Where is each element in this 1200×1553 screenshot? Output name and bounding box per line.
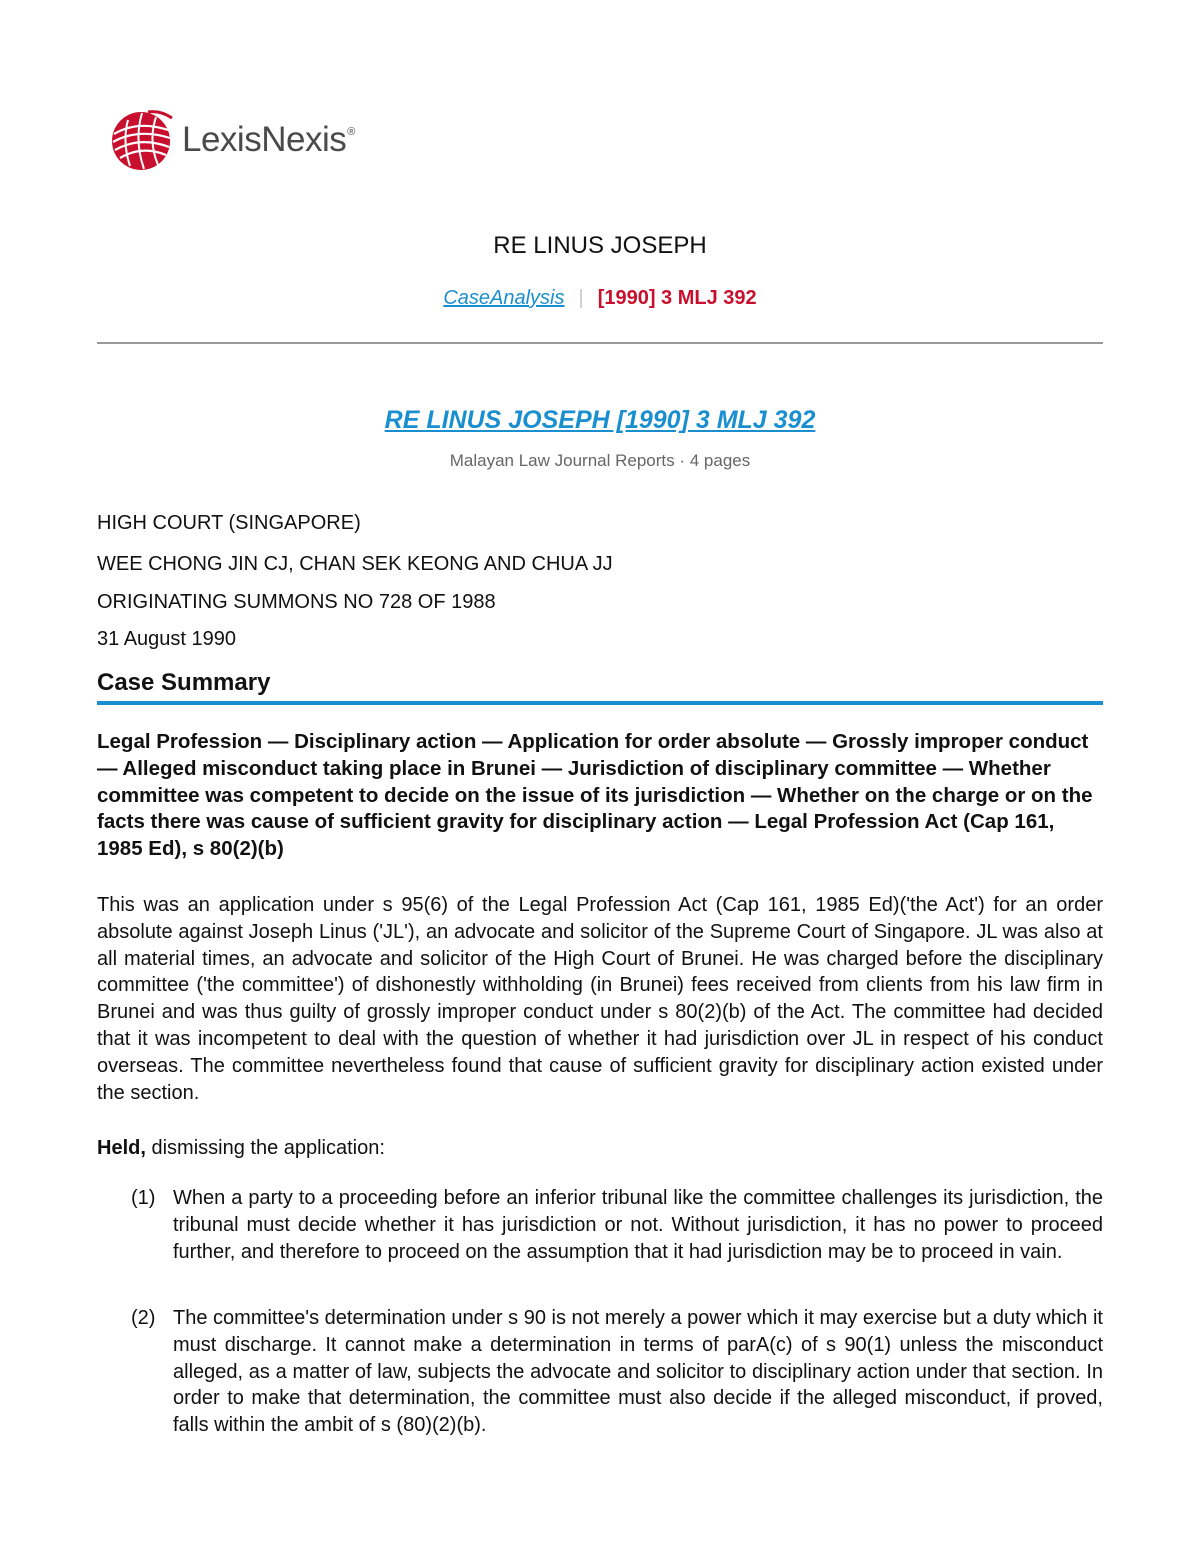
document-title: RE LINUS JOSEPH <box>493 232 707 259</box>
header-divider <box>97 342 1103 344</box>
section-title: Case Summary <box>97 669 271 696</box>
holding-number: (1) <box>131 1187 156 1209</box>
citation-line <box>0 287 1200 310</box>
citation-separator: | <box>578 287 584 309</box>
holding-number: (2) <box>131 1307 156 1329</box>
holding-text: When a party to a proceeding before an inferior tribunal like the committee challenges its jurisdiction, the tribunal must decide whether it has jurisdiction or not. Without jurisdiction, it has no power to proceed further, and therefore to proceed on the assumption that it had jurisdiction may be to proceed in vain. <box>173 1187 1103 1263</box>
judgment-date: 31 August 1990 <box>97 628 237 650</box>
case-analysis-link[interactable]: CaseAnalysis <box>443 287 565 309</box>
proceedings-number: ORIGINATING SUMMONS NO 728 OF 1988 <box>97 591 496 613</box>
catchwords: Legal Profession — Disciplinary action — Application for order absolute — Grossly improper conduct — Alleged misconduct taking place in Brunei — Jurisdiction of disciplinary committee — Whether committee was competent to decide on the issue of its jurisdiction — Whether on the charge or on the facts there was cause of sufficient gravity for disciplinary action — Legal Profession Act (Cap 161, 1985 Ed), s 80(2)(b) <box>97 730 1093 861</box>
brand-wordmark: LexisNexis® <box>182 120 355 159</box>
holding-item <box>97 1305 1103 1439</box>
holding-item <box>97 1185 1103 1265</box>
held-text: dismissing the application: <box>151 1137 385 1159</box>
judges: WEE CHONG JIN CJ, CHAN SEK KEONG AND CHUA JJ <box>97 553 613 575</box>
case-heading-link[interactable]: RE LINUS JOSEPH [1990] 3 MLJ 392 <box>384 406 816 434</box>
facts-paragraph: This was an application under s 95(6) of the Legal Profession Act (Cap 161, 1985 Ed)('the Act') for an order absolute against Joseph Linus ('JL'), an advocate and solicitor of the Supreme Court of Singapore. JL was also at all material times, an advocate and solicitor of the High Court of Brunei. He was charged before the disciplinary committee ('the committee') of dishonestly withholding (in Brunei) fees received from clients from his law firm in Brunei and was thus guilty of grossly improper conduct under s 80(2)(b) of the Act. The committee had decided that it was incompetent to deal with the question of whether it had jurisdiction over JL in respect of his conduct overseas. The committee nevertheless found that cause of sufficient gravity for disciplinary action existed under the section. <box>97 894 1103 1104</box>
holding-text: The committee's determination under s 90 is not merely a power which it may exercise but a duty which it must discharge. It cannot make a determination in terms of parA(c) of s 90(1) unless the misconduct alleged, as a matter of law, subjects the advocate and solicitor to disciplinary action under that section. In order to make that determination, the committee must also decide if the alleged misconduct, if proved, falls within the ambit of s (80)(2)(b). <box>173 1307 1103 1437</box>
citation-label: [1990] 3 MLJ 392 <box>597 287 757 309</box>
lexisnexis-globe-icon <box>108 108 174 172</box>
section-divider <box>97 701 1103 705</box>
held-line <box>97 1135 385 1162</box>
court-name: HIGH COURT (SINGAPORE) <box>97 512 361 534</box>
lexisnexis-logo <box>108 108 355 172</box>
report-source: Malayan Law Journal Reports · 4 pages <box>449 451 751 470</box>
held-label: Held, <box>97 1137 146 1159</box>
